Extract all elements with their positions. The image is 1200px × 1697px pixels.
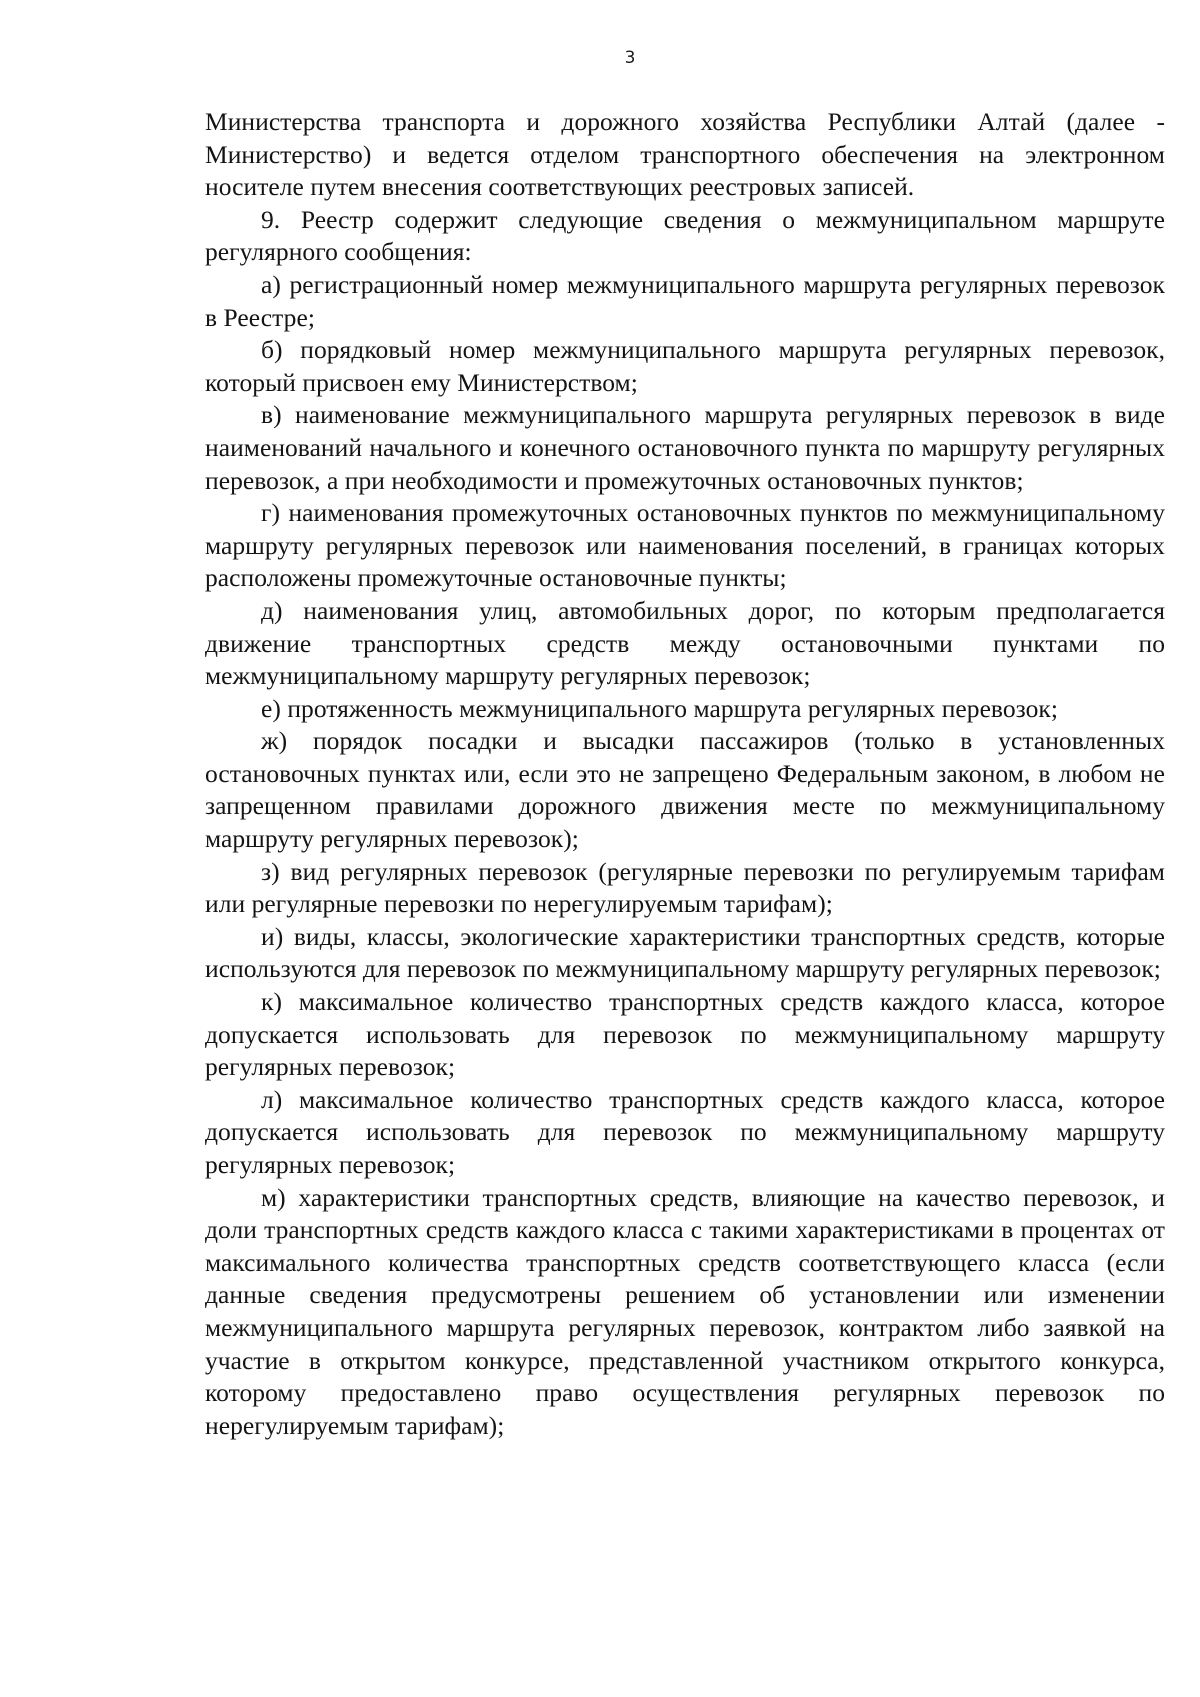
paragraph-subitem-z: з) вид регулярных перевозок (регулярные перевозки по регулируемым тарифам или регулярные перевозки по нерегулируемым тарифам);	[205, 856, 1165, 919]
paragraph-subitem-v: в) наименование межмуниципального маршрута регулярных перевозок в виде наименований начального и конечного остановочного пункта по маршруту регулярных перевозок, а при необходимости и промежуточных остановочных пунктов;	[205, 400, 1165, 495]
paragraph-subitem-g: г) наименования промежуточных остановочных пунктов по межмуниципальному маршруту регулярных перевозок или наименования поселений, в границах которых расположены промежуточные остановочные пункты;	[205, 498, 1165, 593]
paragraph-subitem-b: б) порядковый номер межмуниципального маршрута регулярных перевозок, который присвоен ему Министерством;	[205, 335, 1165, 397]
paragraph-subitem-d: д) наименования улиц, автомобильных дорог, по которым предполагается движение транспортных средств между остановочными пунктами по межмуниципальному маршруту регулярных перевозок;	[205, 595, 1165, 691]
paragraph-continuation: Министерства транспорта и дорожного хозяйства Республики Алтай (далее - Министерство) и ведется отделом транспортного обеспечения на электронном носителе путем внесения соответствующих реестровых записей.	[205, 107, 1165, 202]
paragraph-subitem-k: к) максимальное количество транспортных средств каждого класса, которое допускается использовать для перевозок по межмуниципальному маршруту регулярных перевозок;	[205, 987, 1165, 1082]
page-number: 3	[624, 48, 636, 68]
paragraph-subitem-m: м) характеристики транспортных средств, влияющие на качество перевозок, и доли транспортных средств каждого класса с такими характеристиками в процентах от максимального количества транспортных средств соответствующего класса (если данные сведения предусмотрены решением об установлении или изменении межмуниципального маршрута регулярных перевозок, контрактом либо заявкой на участие в открытом конкурсе, представленной участником открытого конкурса, которому предоставлено право осуществления регулярных перевозок по нерегулируемым тарифам);	[205, 1182, 1165, 1440]
paragraph-item-9: 9. Реестр содержит следующие сведения о межмуниципальном маршруте регулярного сообщения:	[205, 204, 1165, 267]
paragraph-subitem-l: л) максимальное количество транспортных средств каждого класса, которое допускается использовать для перевозок по межмуниципальному маршруту регулярных перевозок;	[205, 1084, 1165, 1179]
document-body	[205, 106, 1165, 1442]
paragraph-subitem-i: и) виды, классы, экологические характеристики транспортных средств, которые используются для перевозок по межмуниципальному маршруту регулярных перевозок;	[205, 921, 1165, 984]
paragraph-subitem-e: е) протяженность межмуниципального маршрута регулярных перевозок;	[261, 693, 1058, 723]
paragraph-subitem-zh: ж) порядок посадки и высадки пассажиров (только в установленных остановочных пунктах или, если это не запрещено Федеральным законом, в любом не запрещенном правилами дорожного движения месте по межмуниципальному маршруту регулярных перевозок);	[205, 726, 1165, 854]
paragraph-subitem-a: а) регистрационный номер межмуниципального маршрута регулярных перевозок в Реестре;	[205, 269, 1165, 332]
